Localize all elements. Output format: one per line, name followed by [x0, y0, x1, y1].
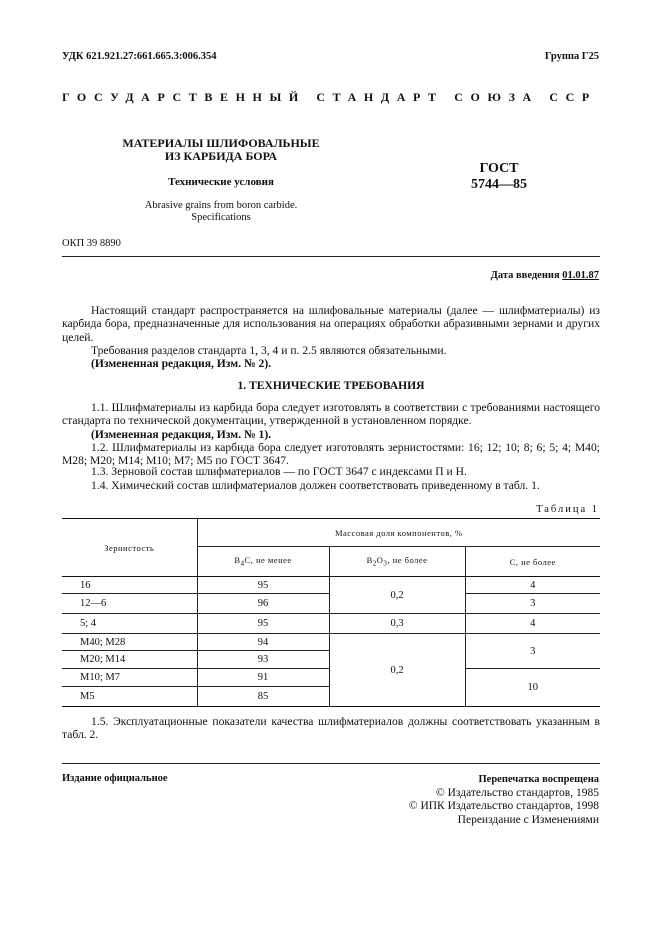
table-row-grain: 5; 4 — [62, 614, 197, 634]
okp-code: ОКП 39 8890 — [62, 238, 121, 249]
table-cell-b2o3: 0,2 — [329, 634, 465, 707]
header-grain-size: Зернистость — [62, 519, 197, 577]
state-standard-heading: ГОСУДАРСТВЕННЫЙ СТАНДАРТ СОЮЗА ССР — [62, 90, 597, 104]
reissue-note: Переиздание с Изменениями — [457, 813, 599, 826]
clause-1-5: 1.5. Эксплуатационные показатели качества шлифматериалов должны соответствовать указанным в табл. 2. — [62, 715, 600, 742]
introduction-date-value: 01.01.87 — [562, 270, 599, 281]
table-cell-carbon: 3 — [465, 594, 600, 614]
table-cell-carbon: 3 — [465, 634, 600, 669]
copyright-1998: © ИПК Издательство стандартов, 1998 — [408, 800, 599, 813]
header-divider — [62, 256, 600, 257]
b2o3-symbol: B — [366, 555, 373, 566]
header-b4c — [197, 547, 329, 577]
table-row-grain: 12—6 — [62, 594, 197, 614]
b4c-suffix: C, не менее — [244, 555, 292, 566]
introduction-date-label: Дата введения — [490, 270, 560, 281]
copyright-1985: © Издательство стандартов, 1985 — [435, 786, 599, 799]
clause-1-4: 1.4. Химический состав шлифматериалов должен соответствовать приведенному в табл. 1. — [91, 479, 540, 492]
clause-1-2: 1.2. Шлифматериалы из карбида бора следует изготовлять зернистостями: 16; 12; 10; 8; 6; 5; 4; М40; М28; М20; М14; М10; М7; М5 по ГОСТ 3647. — [62, 441, 600, 468]
table-cell-b2o3: 0,3 — [329, 614, 465, 634]
document-title — [90, 137, 352, 163]
header-b2o3 — [329, 547, 465, 577]
b2o3-subscript-2: 3 — [383, 559, 388, 568]
mandatory-paragraph: Требования разделов стандарта 1, 3, 4 и п. 2.5 являются обязательными. — [91, 344, 447, 357]
clause-1-3: 1.3. Зерновой состав шлифматериалов — по ГОСТ 3647 с индексами П и Н. — [91, 465, 467, 478]
b4c-symbol: B — [234, 555, 241, 566]
b2o3-oxygen: O — [376, 555, 384, 566]
table-row-grain: 16 — [62, 577, 197, 594]
table-row-grain: М20; М14 — [62, 651, 197, 669]
b2o3-subscript-1: 2 — [372, 559, 377, 568]
official-edition-label: Издание официальное — [62, 773, 168, 784]
udk-code: УДК 621.921.27:661.665.3:006.354 — [62, 51, 217, 62]
table-1 — [62, 518, 600, 707]
title-line-2: ИЗ КАРБИДА БОРА — [164, 149, 278, 163]
table-cell-carbon: 4 — [465, 577, 600, 594]
table-cell-b2o3: 0,2 — [329, 577, 465, 614]
gost-number: 5744—85 — [471, 177, 527, 192]
title-line-1: МАТЕРИАЛЫ ШЛИФОВАЛЬНЫЕ — [122, 136, 320, 150]
document-subtitle: Технические условия — [168, 176, 274, 188]
reprint-prohibited: Перепечатка воспрещена — [478, 774, 599, 785]
table-row-b4c: 91 — [197, 669, 329, 687]
gost-label: ГОСТ — [479, 161, 519, 176]
amendment-note-1: (Измененная редакция, Изм. № 1). — [91, 428, 272, 441]
table-row-grain: М5 — [62, 687, 197, 707]
group-code: Группа Г25 — [544, 51, 599, 62]
table-cell-carbon: 10 — [465, 669, 600, 707]
table-row-b4c: 95 — [197, 577, 329, 594]
table-row-b4c: 96 — [197, 594, 329, 614]
clause-1-1: 1.1. Шлифматериалы из карбида бора следует изготовлять в соответствии с требованиями настоящего стандарта по технической документации, утвержденной в установленном порядке. — [62, 401, 600, 428]
header-mass-fraction: Массовая доля компонентов, % — [197, 519, 600, 547]
table-row-b4c: 93 — [197, 651, 329, 669]
table-row-b4c: 94 — [197, 634, 329, 651]
english-title — [90, 200, 352, 224]
gost-designation — [464, 161, 534, 193]
scope-paragraph: Настоящий стандарт распространяется на шлифовальные материалы (далее — шлифматериалы) из карбида бора, предназначенные для использования на операциях обработки абразивными зернами и других целей. — [62, 304, 600, 344]
footer-rights-block — [409, 773, 599, 827]
english-title-line-1: Abrasive grains from boron carbide. — [144, 200, 298, 211]
footer-divider — [62, 763, 600, 764]
amendment-note-2: (Измененная редакция, Изм. № 2). — [91, 357, 272, 370]
table-cell-carbon: 4 — [465, 614, 600, 634]
table-row-b4c: 85 — [197, 687, 329, 707]
table-row-grain: М40; М28 — [62, 634, 197, 651]
header-carbon: C, не более — [465, 547, 600, 577]
table-1-caption: Таблица 1 — [536, 504, 599, 515]
table-row-b4c: 95 — [197, 614, 329, 634]
b4c-subscript: 4 — [240, 559, 245, 568]
english-title-line-2: Specifications — [191, 212, 251, 223]
introduction-date — [491, 270, 599, 281]
section-1-heading: 1. ТЕХНИЧЕСКИЕ ТРЕБОВАНИЯ — [237, 379, 425, 392]
table-row-grain: М10; М7 — [62, 669, 197, 687]
b2o3-suffix: , не более — [387, 555, 428, 566]
